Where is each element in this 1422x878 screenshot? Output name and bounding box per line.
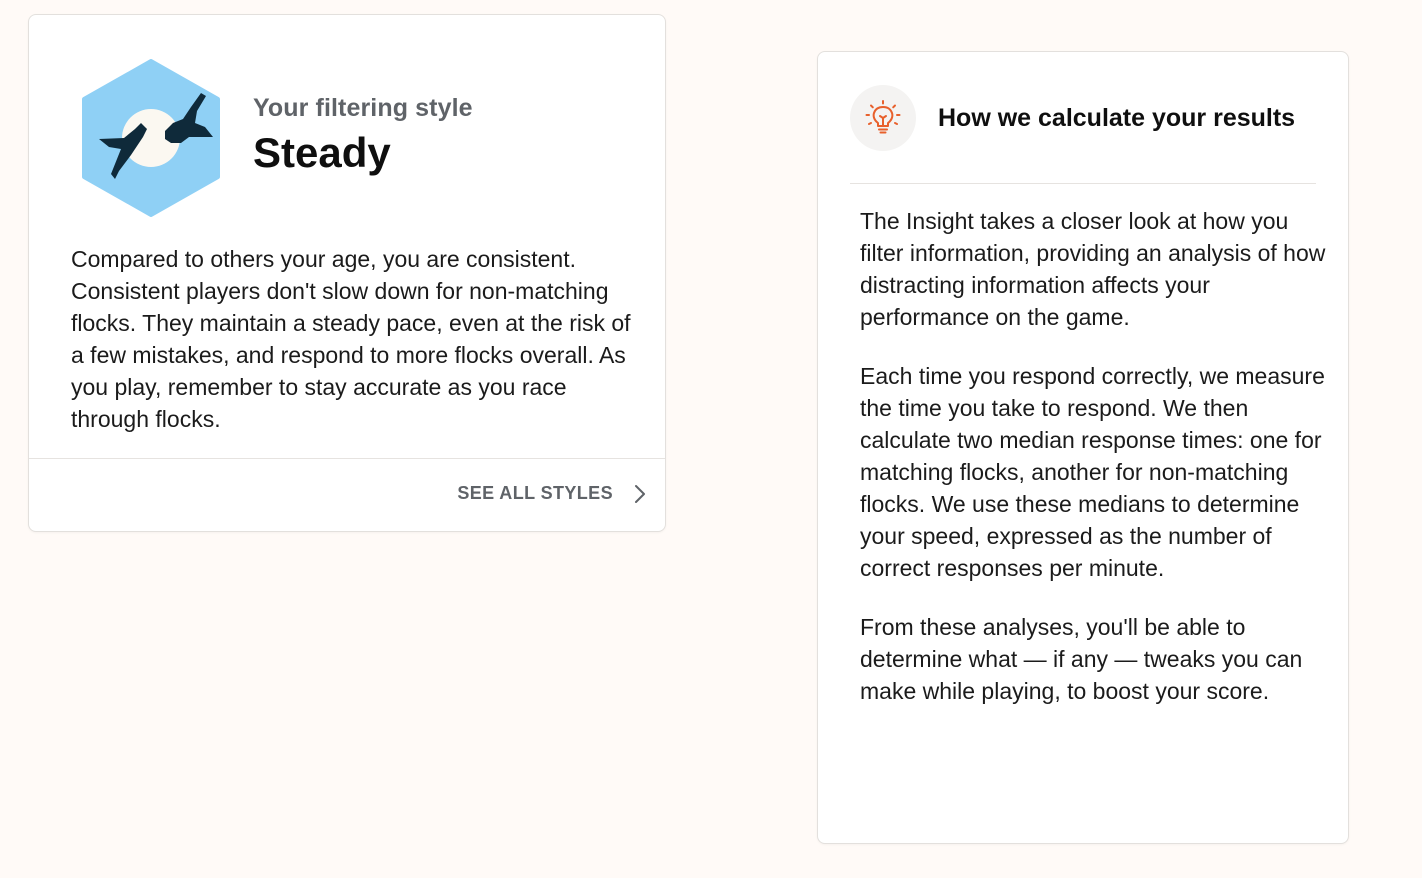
see-all-styles-label: SEE ALL STYLES xyxy=(457,483,613,503)
style-titles xyxy=(253,94,473,177)
calc-paragraph: From these analyses, you'll be able to determine what — if any — tweaks you can make while playing, to boost your score. xyxy=(860,614,1303,704)
style-description: Compared to others your age, you are consistent. Consistent players don't slow down for non-matching flocks. They maintain a steady pace, even at the risk of a few mistakes, and respond to more flocks overall. As you play, remember to stay accurate as you race through flocks. xyxy=(71,246,631,432)
calculation-info-card xyxy=(817,51,1349,844)
calc-title: How we calculate your results xyxy=(938,103,1296,132)
calc-body xyxy=(860,205,1330,734)
style-header xyxy=(81,59,473,217)
calc-paragraph: The Insight takes a closer look at how you filter information, providing an analysis of how distracting information affects your performance on the game. xyxy=(860,208,1326,330)
birds-hexagon-icon xyxy=(81,59,221,217)
see-all-styles-link[interactable] xyxy=(457,483,647,504)
style-subtitle: Your filtering style xyxy=(253,93,473,122)
style-title: Steady xyxy=(253,128,391,176)
divider xyxy=(29,458,665,459)
calc-header xyxy=(850,85,1295,151)
filtering-style-card xyxy=(28,14,666,532)
chevron-right-icon xyxy=(633,484,647,504)
calc-paragraph: Each time you respond correctly, we measure the time you take to respond. We then calculate two median response times: one for matching flocks, another for non-matching flocks. We use these medians to determine your speed, expressed as the number of correct responses per minute. xyxy=(860,363,1325,581)
lightbulb-icon xyxy=(864,99,902,137)
divider xyxy=(850,183,1316,184)
lightbulb-badge xyxy=(850,85,916,151)
